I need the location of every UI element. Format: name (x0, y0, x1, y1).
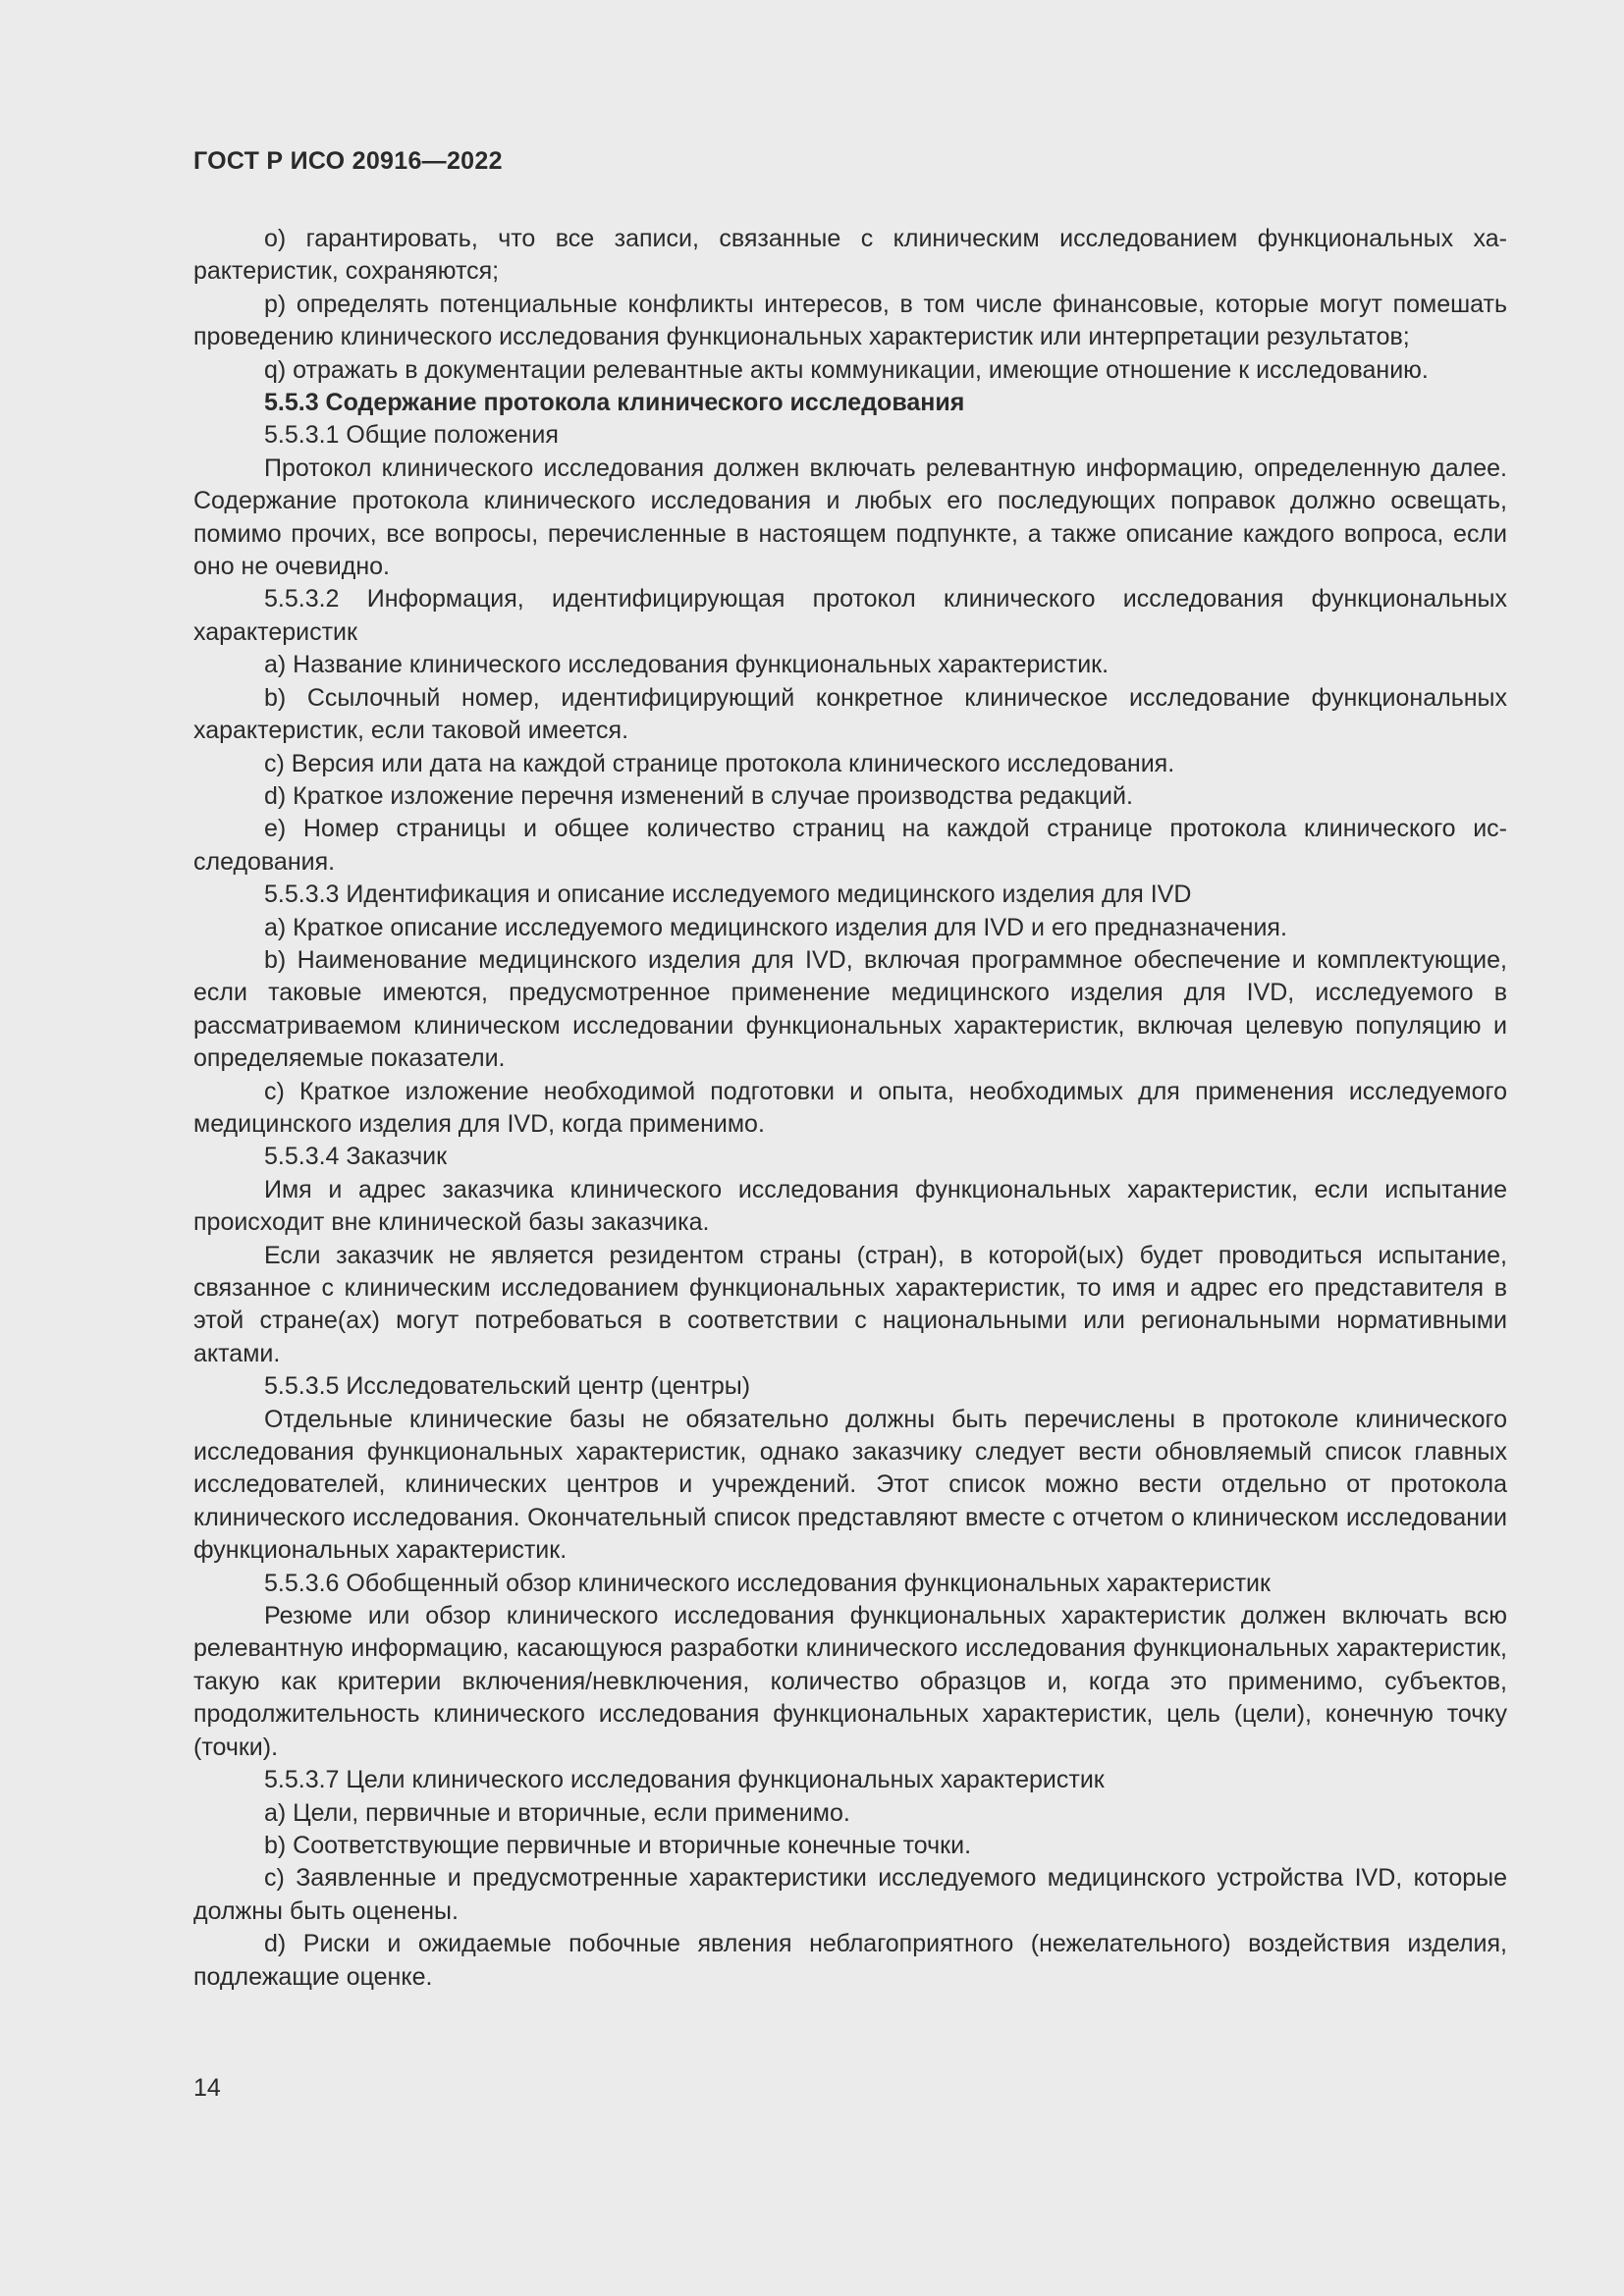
list-item-q: q) отражать в документации релевантные акты коммуникации, имеющие отношение к исследованию. (264, 355, 1429, 384)
page-number: 14 (193, 2074, 221, 2102)
list-item-o: o) гарантировать, что все записи, связанные с клиническим исследованием функциональных характеристик, сохраняются; (193, 225, 1507, 286)
list-item: c) Краткое изложение необходимой подготовки и опыта, необходимых для применения исследуемого медицинского изделия для IVD, когда применимо. (193, 1077, 1507, 1138)
list-item: a) Название клинического исследования функциональных характеристик. (264, 651, 1110, 679)
section-heading-5-5-3: 5.5.3 Содержание протокола клинического исследования (264, 389, 965, 417)
list-item: b) Соответствующие первичные и вторичные конечные точки. (264, 1831, 972, 1859)
list-item: b) Наименование медицинского изделия для IVD, включая программное обеспечение и комплектующие, если таковые имеются, предусмотренное применение медицинского изделия для IVD, исследуемого в рассматриваемом клиническом исследовании функциональных характеристик, включая целевую популяцию и определяемые показатели. (193, 945, 1507, 1073)
subsection-heading-5-5-3-2: 5.5.3.2 Информация, идентифицирующая протокол клинического исследования функциональных характеристик (193, 585, 1507, 646)
list-item: c) Заявленные и предусмотренные характеристики исследуемого медицинского устройства IVD, которые должны быть оценены. (193, 1864, 1507, 1925)
subsection-heading-5-5-3-6: 5.5.3.6 Обобщенный обзор клинического исследования функциональных характеристик (264, 1569, 1271, 1597)
list-item: e) Номер страницы и общее количество страниц на каждой странице протокола клинического исследования. (193, 815, 1507, 876)
list-item: d) Риски и ожидаемые побочные явления неблагоприятного (нежелательного) воздействия изделия, подлежащие оценке. (193, 1930, 1507, 1991)
subsection-heading-5-5-3-3: 5.5.3.3 Идентификация и описание исследуемого медицинского изделия для IVD (264, 881, 1192, 909)
subsection-heading-5-5-3-4: 5.5.3.4 Заказчик (264, 1143, 448, 1171)
paragraph: Резюме или обзор клинического исследования функциональных характеристик должен включать всю релевантную информацию, касающуюся разработки клинического исследования функциональных характеристик, такую как критерии включения/невключения, количество образцов и, когда это применимо, субъектов, продолжительность клинического исследования функциональных характеристик, цель (цели), конечную точку (точки). (193, 1602, 1507, 1761)
list-item: c) Версия или дата на каждой странице протокола клинического исследования. (264, 749, 1175, 777)
list-item: a) Краткое описание исследуемого медицинского изделия для IVD и его предназначения. (264, 913, 1287, 941)
paragraph: Имя и адрес заказчика клинического исследования функциональных характеристик, если испытание происходит вне клинической базы заказчика. (193, 1175, 1507, 1237)
document-body (193, 223, 1507, 1994)
list-item: d) Краткое изложение перечня изменений в случае производства редакций. (264, 781, 1133, 810)
document-header: ГОСТ Р ИСО 20916—2022 (193, 147, 503, 175)
list-item-p: p) определять потенциальные конфликты интересов, в том числе финансовые, которые могут помешать проведению клинического исследования функциональных характеристик или интерпретации результатов; (193, 290, 1507, 351)
list-item: b) Ссылочный номер, идентифицирующий конкретное клиническое исследование функциональных характеристик, если таковой имеется. (193, 683, 1507, 745)
subsection-heading-5-5-3-5: 5.5.3.5 Исследовательский центр (центры) (264, 1372, 751, 1401)
paragraph: Отдельные клинические базы не обязательно должны быть перечислены в протоколе клинического исследования функциональных характеристик, однако заказчику следует вести обновляемый список главных исследователей, клинических центров и учреждений. Этот список можно вести отдельно от протокола клинического исследования. Окончательный список представляют вместе с отчетом о клиническом исследовании функциональных характеристик. (193, 1405, 1507, 1565)
subsection-heading-5-5-3-1: 5.5.3.1 Общие положения (264, 421, 559, 450)
paragraph: Если заказчик не является резидентом страны (стран), в которой(ых) будет проводиться испытание, связанное с клиническим исследованием функциональных характеристик, то имя и адрес его представителя в этой стране(ах) могут потребоваться в соответствии с национальными или региональными нормативными актами. (193, 1241, 1507, 1367)
subsection-heading-5-5-3-7: 5.5.3.7 Цели клинического исследования функциональных характеристик (264, 1766, 1105, 1794)
paragraph: Протокол клинического исследования должен включать релевантную информацию, определенную далее. Содержание протокола клинического исследования и любых его последующих поправок должно освещать, помимо прочих, все вопросы, перечисленные в настоящем подпункте, а также описание каждого вопроса, если оно не очевидно. (193, 454, 1507, 581)
list-item: a) Цели, первичные и вторичные, если применимо. (264, 1798, 850, 1827)
